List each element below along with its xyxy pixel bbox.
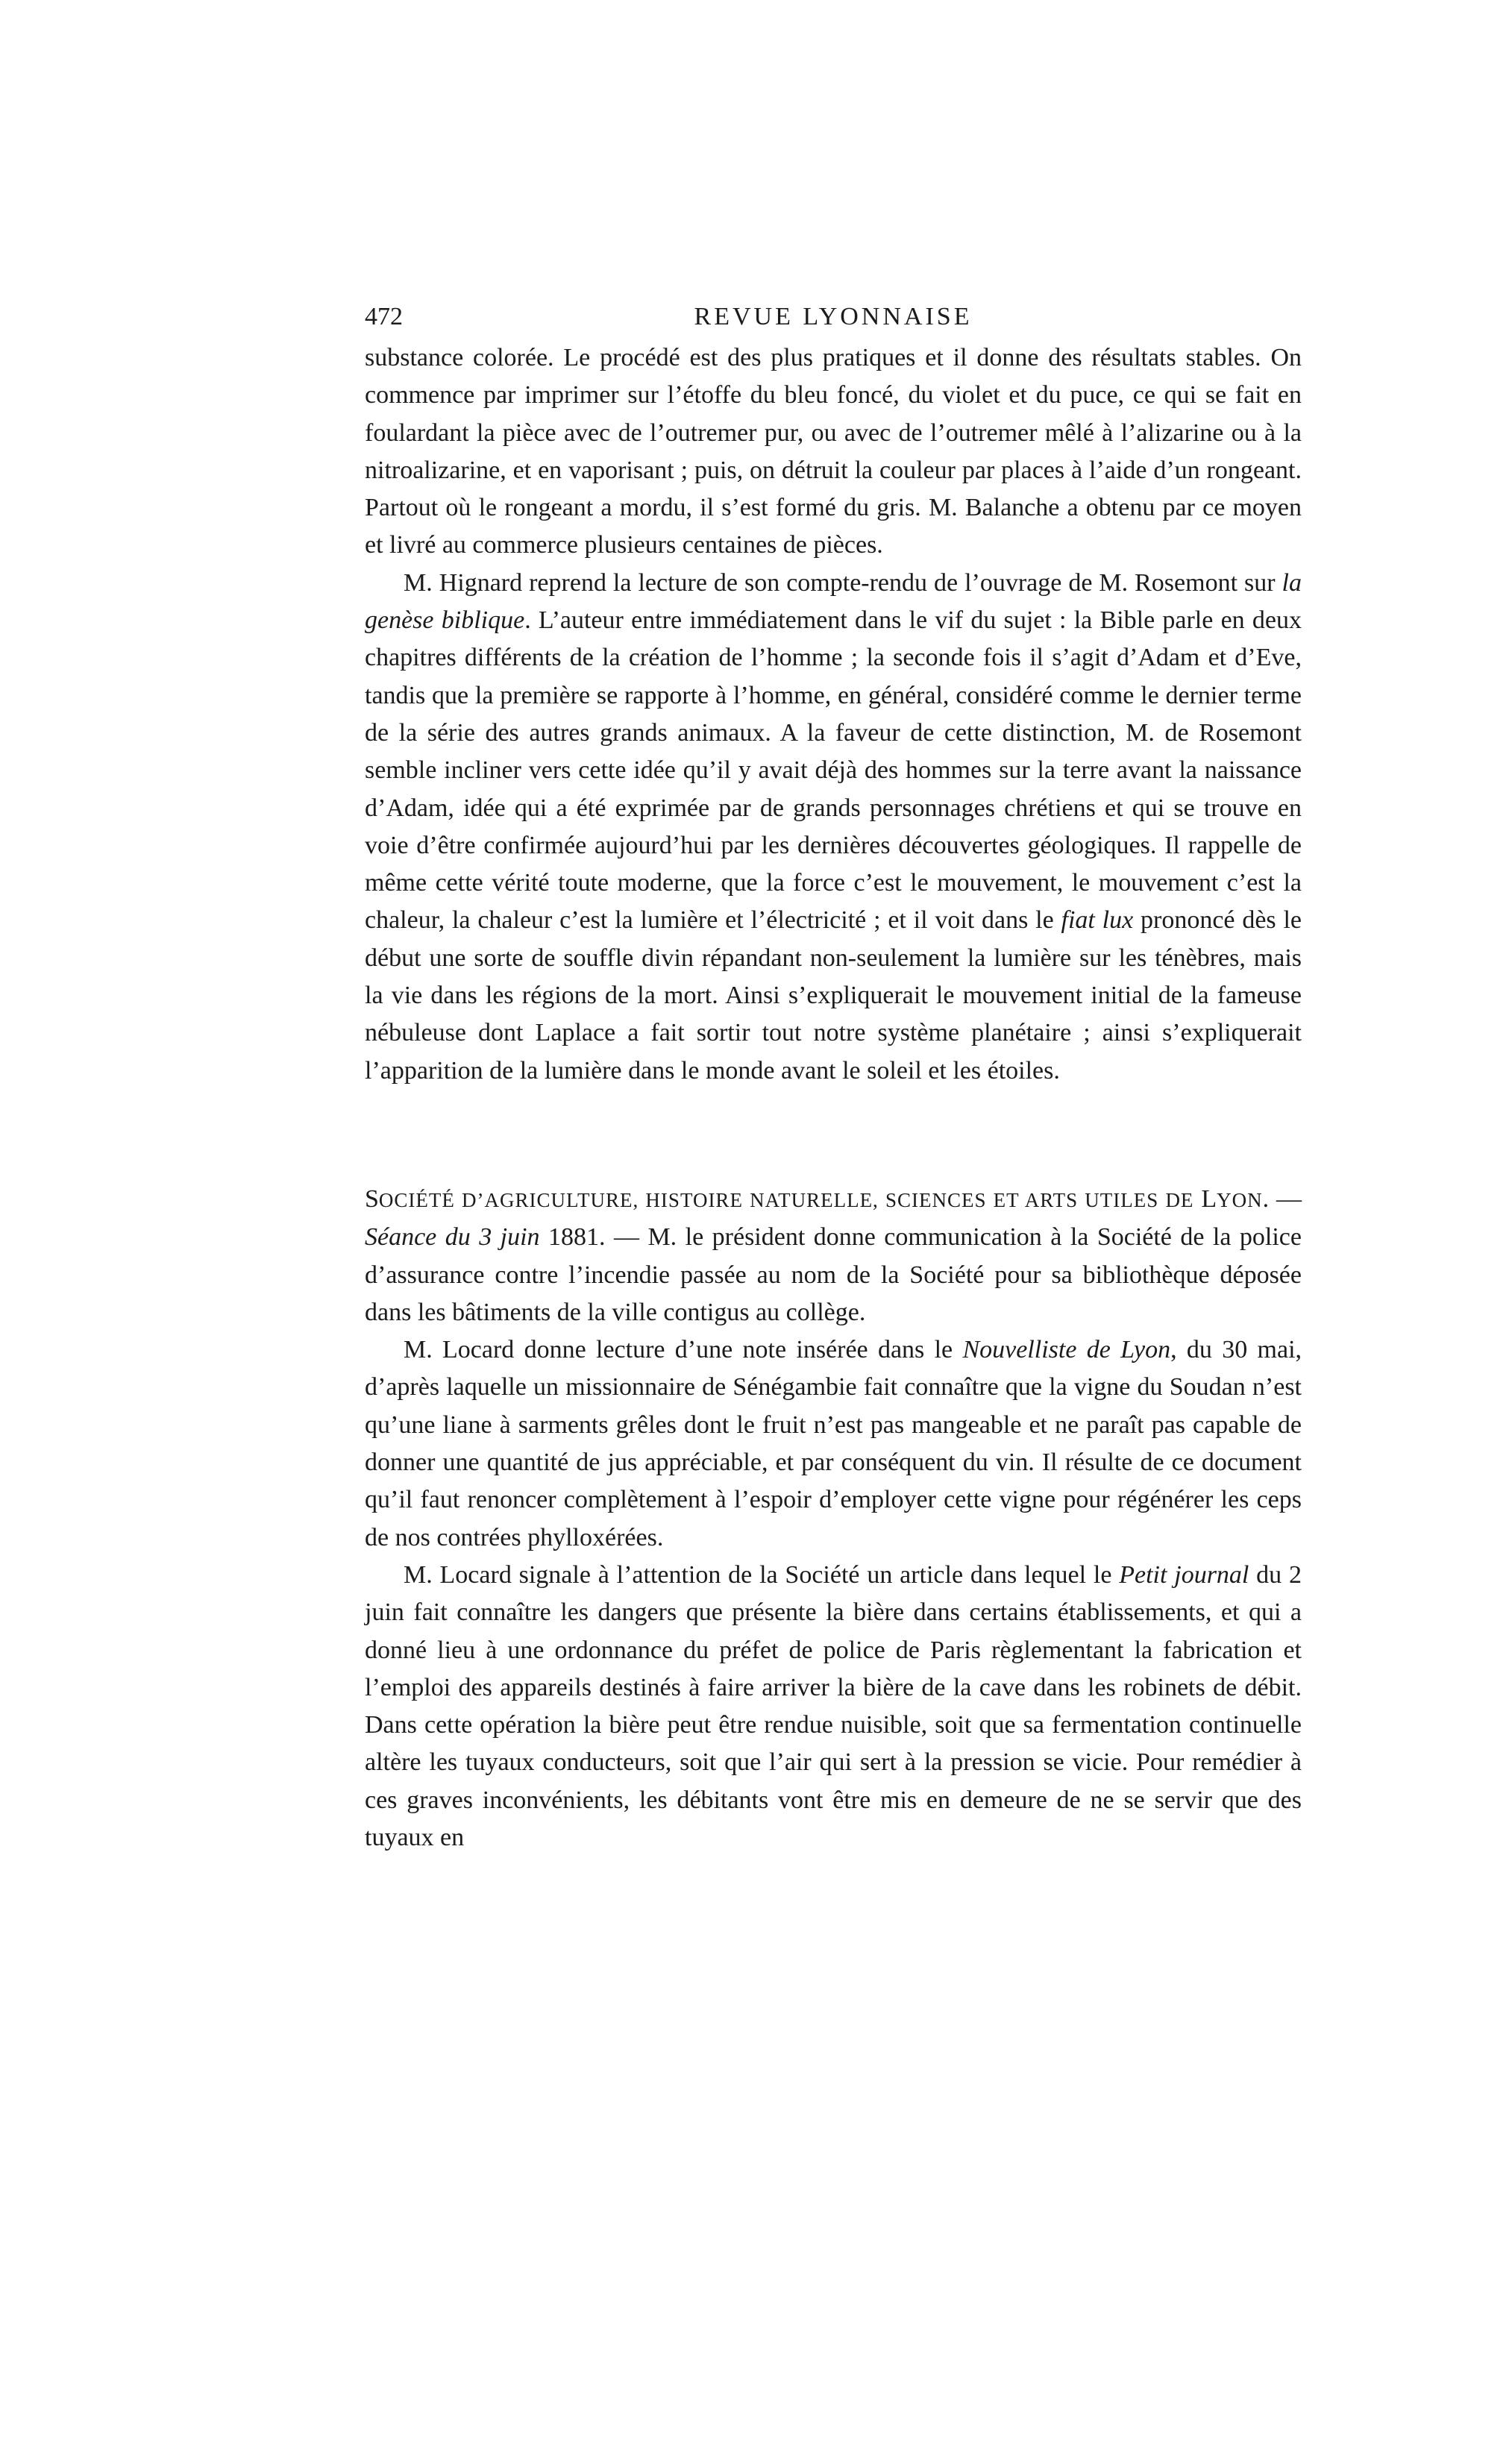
lyon-initial: L [1201, 1184, 1217, 1213]
page-number: 472 [365, 303, 403, 330]
running-head [365, 295, 1302, 339]
hignard-text-3: prononcé dès le début une sorte de souffle divin répandant non-seulement la lumière sur les ténèbres, mais la vie dans les régions de la mort. Ainsi s’expliquerait le mouvement initial de la fameuse nébuleuse dont Laplace a fait sortir tout notre système planétaire ; ainsi s’expliquerait l’apparition de la lumière dans le monde avant le soleil et les étoiles. [365, 906, 1302, 1085]
running-title: REVUE LYONNAISE [694, 303, 973, 330]
session-date: Séance du 3 juin [365, 1223, 540, 1252]
locard-vine-text-2: , du 30 mai, d’après laquelle un missionnaire de Sénégambie fait connaître que la vigne du Soudan n’est qu’une liane à sarments grêles dont le fruit n’est pas mangeable et ne paraît pas capable de donner une quantité de jus appréciable, et par conséquent du vin. Il résulte de ce document qu’il faut renoncer complètement à l’espoir d’employer cette vigne pour régénérer les ceps de nos contrées phylloxérées. [365, 1336, 1302, 1551]
section-gap [365, 1090, 1302, 1181]
newspaper-petit-journal: Petit journal [1119, 1560, 1249, 1589]
phrase-fiat-lux: fiat lux [1061, 906, 1134, 935]
society-name: OCIÉTÉ D’AGRICULTURE, HISTOIRE NATURELLE, SCIENCES ET ARTS UTILES DE [378, 1188, 1194, 1211]
lyon-name: YON [1217, 1188, 1263, 1211]
paragraph-dye-process: substance colorée. Le procédé est des plus pratiques et il donne des résultats stables. On commence par imprimer sur l’étoffe du bleu foncé, du violet et du puce, ce qui se fait en foulardant la pièce avec de l’outremer pur, ou avec de l’outremer mêlé à l’alizarine ou à la nitroalizarine, et en vaporisant ; puis, on détruit la couleur par places à l’aide d’un rongeant. Partout où le rongeant a mordu, il s’est formé du gris. M. Balanche a obtenu par ce moyen et livré au commerce plusieurs centaines de pièces. [365, 344, 1302, 559]
society-initial: S [365, 1184, 379, 1213]
hignard-text-2: . L’auteur entre immédiatement dans le vif du sujet : la Bible parle en deux chapitres différents de la création de l’homme ; la seconde fois il s’agit d’Adam et d’Eve, tandis que la première se rapporte à l’homme, en général, considéré comme le dernier terme de la série des autres grands animaux. A la faveur de cette distinction, M. de Rosemont semble incliner vers cette idée qu’il y avait déjà des hommes sur la terre avant la naissance d’Adam, idée qui a été exprimée par de grands personnages chrétiens et qui se trouve en voie d’être confirmée aujourd’hui par les dernières découvertes géologiques. Il rappelle de même cette vérité toute moderne, que la force c’est le mouvement, le mouvement c’est la chaleur, la chaleur c’est la lumière et l’électricité ; et il voit dans le [365, 606, 1302, 935]
paragraph-society-session [365, 1181, 1302, 1331]
paragraph-locard-vine [365, 1331, 1302, 1557]
locard-beer-text-2: du 2 juin fait connaître les dangers que présente la bière dans certains établissements, et qui a donné lieu à une ordonnance du préfet de police de Paris règlementant la fabrication et l’emploi des appareils destinés à faire arriver la bière de la cave dans les robinets de débit. Dans cette opération la bière peut être rendue nuisible, soit que sa fermentation continuelle altère les tuyaux conducteurs, soit que l’air qui sert à la pression se vicie. Pour remédier à ces graves inconvénients, les débitants vont être mis en demeure de ne se servir que des tuyaux en [365, 1560, 1302, 1851]
body-text [365, 339, 1302, 1857]
separator-dash: . — [1262, 1184, 1302, 1213]
newspaper-nouvelliste: Nouvelliste de Lyon [962, 1336, 1171, 1364]
session-text: 1881. — M. le président donne communication à la Société de la police d’assurance contre l’incendie passée au nom de la Société pour sa bibliothèque déposée dans les bâtiments de la ville contigus au collège. [365, 1223, 1302, 1326]
paragraph-hignard-report [365, 565, 1302, 1090]
hignard-text-1: M. Hignard reprend la lecture de son compte-rendu de l’ouvrage de M. Rosemont sur [404, 568, 1282, 597]
locard-beer-text-1: M. Locard signale à l’attention de la Société un article dans lequel le [404, 1560, 1120, 1589]
book-title-genese: la genèse biblique [365, 568, 1302, 635]
paragraph-locard-beer [365, 1557, 1302, 1857]
page [365, 295, 1302, 1857]
locard-vine-text-1: M. Locard donne lecture d’une note insérée dans le [404, 1336, 963, 1364]
